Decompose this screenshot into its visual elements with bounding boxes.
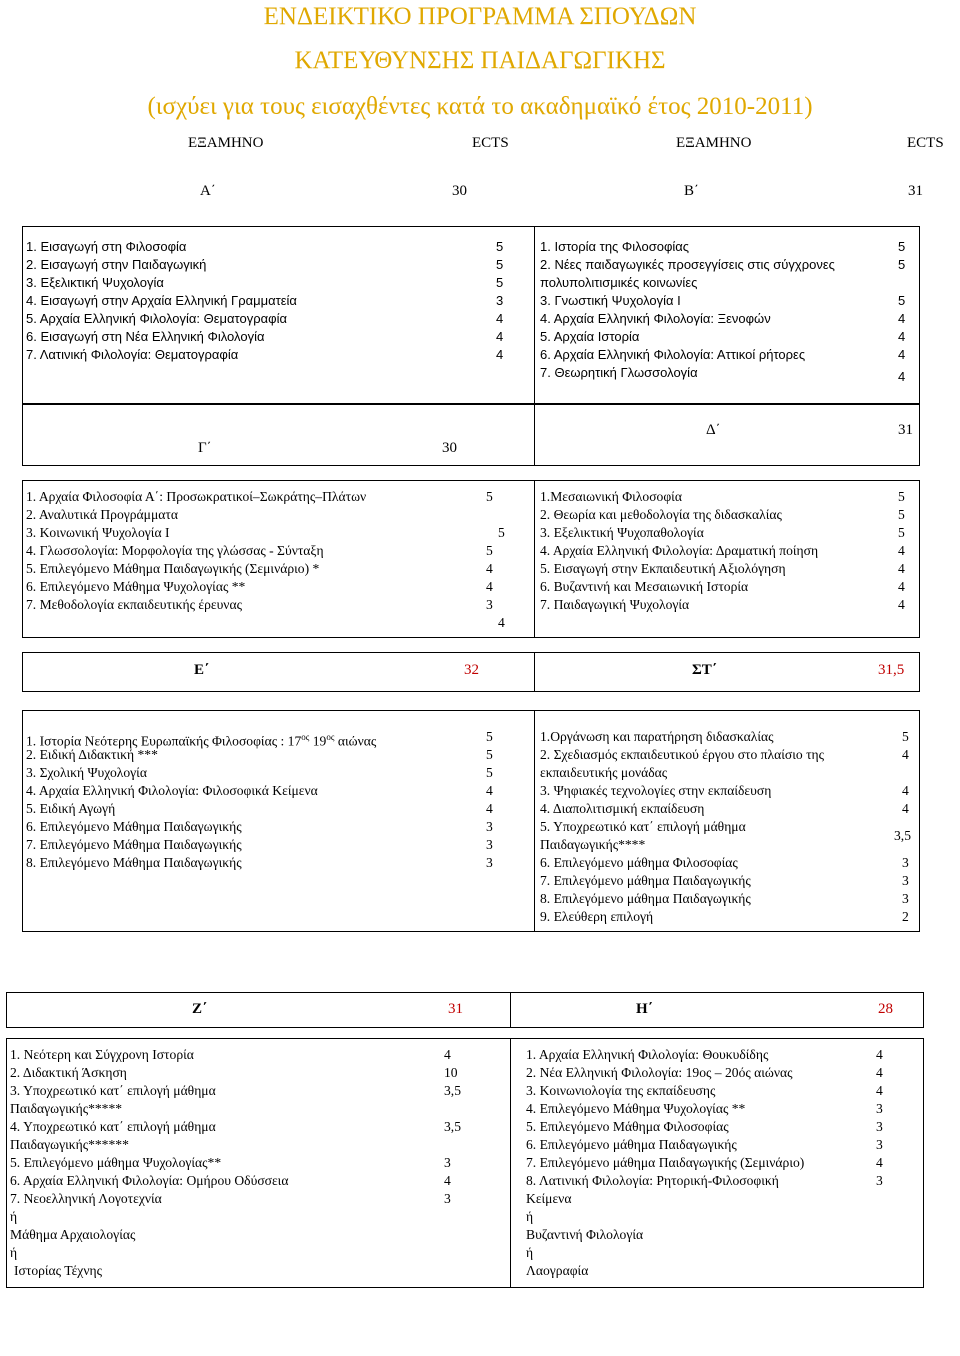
course: 1.Οργάνωση και παρατήρηση διδασκαλίας bbox=[540, 729, 774, 744]
course: Παιδαγωγικής***** bbox=[10, 1101, 123, 1116]
course-text: 19 bbox=[309, 733, 327, 749]
semester-d-courses bbox=[540, 488, 818, 614]
course: Λαογραφία bbox=[526, 1263, 589, 1278]
course: 6. Επιλεγόμενο μάθημα Φιλοσοφίας bbox=[540, 855, 738, 870]
ects-value: 4 bbox=[902, 783, 909, 798]
ects-value: 4 bbox=[902, 747, 909, 762]
course: 2. Σχεδιασμός εκπαιδευτικού έργου στο πλαίσιο της bbox=[540, 747, 825, 762]
semester-e-label: Ε΄ bbox=[194, 662, 209, 678]
semester-e-total: 32 bbox=[464, 662, 479, 678]
ects-value: 4 bbox=[444, 1173, 451, 1188]
ects-value: 4 bbox=[898, 579, 905, 594]
ects-value: 5 bbox=[898, 489, 905, 504]
course: 7. Επιλεγόμενο Μάθημα Παιδαγωγικής bbox=[26, 837, 242, 852]
superscript: ος bbox=[326, 732, 335, 742]
ects-value: 4 bbox=[496, 311, 504, 326]
ects-value: 3 bbox=[876, 1101, 883, 1116]
ects-value: 3 bbox=[486, 597, 493, 612]
ects-value: 3 bbox=[876, 1173, 883, 1188]
semester-b-total: 31 bbox=[908, 183, 923, 199]
semester-b-ects bbox=[898, 238, 905, 386]
ects-value: 4 bbox=[486, 561, 493, 576]
course: 8. Λατινική Φιλολογία: Ρητορική-Φιλοσοφική bbox=[526, 1173, 779, 1188]
semester-h-total: 28 bbox=[878, 1001, 893, 1017]
course: 7. Νεοελληνική Λογοτεχνία bbox=[10, 1191, 162, 1206]
header-semester-2: ΕΞΑΜΗΝΟ bbox=[676, 135, 752, 151]
course: 7. Παιδαγωγική Ψυχολογία bbox=[540, 597, 690, 612]
course: 6. Επιλεγόμενο μάθημα Παιδαγωγικής bbox=[526, 1137, 737, 1152]
course: 5. Ειδική Αγωγή bbox=[26, 801, 116, 816]
ects-value: 3 bbox=[486, 855, 493, 870]
course: ή bbox=[526, 1209, 534, 1224]
course: 4. Διαπολιτισμική εκπαίδευση bbox=[540, 801, 705, 816]
course: 5. Επιλεγόμενο Μάθημα Φιλοσοφίας bbox=[526, 1119, 729, 1134]
semester-f-total: 31,5 bbox=[878, 662, 905, 678]
semester-cd-divider bbox=[534, 480, 535, 638]
semester-c-label: Γ΄ bbox=[198, 440, 212, 456]
course: 8. Επιλεγόμενο Μάθημα Παιδαγωγικής bbox=[26, 855, 242, 870]
semester-e-ects bbox=[486, 728, 493, 872]
ects-value: 4 bbox=[876, 1047, 883, 1062]
course: 2. Εισαγωγή στην Παιδαγωγική bbox=[26, 257, 207, 272]
course: Βυζαντινή Φιλολογία bbox=[526, 1227, 644, 1242]
course: 2. Ειδική Διδακτική *** bbox=[26, 747, 158, 762]
title-line-1: ΕΝΔΕΙΚΤΙΚΟ ΠΡΟΓΡΑΜΜΑ ΣΠΟΥΔΩΝ bbox=[263, 3, 697, 30]
course: 1. Ιστορία της Φιλοσοφίας bbox=[540, 239, 690, 254]
course: 3. Ψηφιακές τεχνολογίες στην εκπαίδευση bbox=[540, 783, 772, 798]
ects-value bbox=[486, 506, 505, 524]
semester-a-ects bbox=[496, 238, 503, 364]
course: 1.Μεσαιωνική Φιλοσοφία bbox=[540, 489, 682, 504]
ects-value: 4 bbox=[444, 1047, 451, 1062]
title-line-2: ΚΑΤΕΥΘΥΝΣΗΣ ΠΑΙΔΑΓΩΓΙΚΗΣ bbox=[294, 47, 666, 74]
course-text: αιώνας bbox=[334, 733, 377, 749]
semester-d-label: Δ΄ bbox=[706, 422, 721, 438]
course: 2. Διδακτική Άσκηση bbox=[10, 1065, 127, 1080]
ects-value: 5 bbox=[498, 525, 505, 540]
ects-value: 3,5 bbox=[444, 1119, 461, 1134]
semester-c-ects bbox=[486, 488, 505, 632]
ects-value: 4 bbox=[486, 783, 493, 798]
semester-g-total: 31 bbox=[448, 1001, 463, 1017]
ects-value: 4 bbox=[898, 561, 905, 576]
semester-gh-header-divider bbox=[510, 992, 511, 1028]
ects-value: 5 bbox=[486, 747, 493, 762]
semester-h-ects bbox=[876, 1046, 883, 1190]
course: 7. Επιλεγόμενο μάθημα Παιδαγωγικής bbox=[540, 873, 751, 888]
course: 3. Γνωστική Ψυχολογία Ι bbox=[540, 293, 681, 308]
course: 5. Επιλεγόμενο μάθημα Ψυχολογίας** bbox=[10, 1155, 222, 1170]
semester-c-total: 30 bbox=[442, 440, 457, 456]
ects-value: 4 bbox=[898, 369, 906, 384]
course: 8. Επιλεγόμενο μάθημα Παιδαγωγικής bbox=[540, 891, 751, 906]
course: 3. Εξελικτική Ψυχοπαθολογία bbox=[540, 525, 704, 540]
course: 6. Επιλεγόμενο Μάθημα Παιδαγωγικής bbox=[26, 819, 242, 834]
ects-value: 4 bbox=[898, 329, 906, 344]
course: 6. Επιλεγόμενο Μάθημα Ψυχολογίας ** bbox=[26, 579, 246, 594]
course: 1. Αρχαία Φιλοσοφία Α΄: Προσωκρατικοί–Σωκράτης–Πλάτων bbox=[26, 489, 367, 504]
ects-value: 5 bbox=[486, 543, 493, 558]
course: 6. Βυζαντινή και Μεσαιωνική Ιστορία bbox=[540, 579, 749, 594]
ects-value: 10 bbox=[444, 1065, 458, 1080]
semester-f-ects bbox=[894, 728, 911, 926]
semester-gh-header-box bbox=[6, 992, 924, 1028]
semester-d-ects bbox=[898, 488, 905, 614]
ects-value: 5 bbox=[898, 239, 906, 254]
ects-value: 5 bbox=[898, 507, 905, 522]
ects-value: 2 bbox=[902, 909, 909, 924]
header-semester: ΕΞΑΜΗΝΟ bbox=[188, 135, 264, 151]
ects-value: 5 bbox=[486, 765, 493, 780]
ects-value: 3,5 bbox=[894, 828, 911, 843]
ects-value: 5 bbox=[496, 239, 504, 254]
ects-value bbox=[444, 1136, 461, 1154]
ects-value: 5 bbox=[486, 489, 493, 504]
semester-d-total: 31 bbox=[898, 422, 913, 438]
semester-f-courses bbox=[540, 728, 824, 926]
ects-value: 4 bbox=[876, 1065, 883, 1080]
course: 9. Ελεύθερη επιλογή bbox=[540, 909, 654, 924]
course: 1. Αρχαία Ελληνική Φιλολογία: Θουκυδίδης bbox=[526, 1047, 769, 1062]
semester-g-label: Ζ΄ bbox=[192, 1001, 207, 1017]
course: Κείμενα bbox=[526, 1191, 572, 1206]
semester-g-ects bbox=[444, 1046, 461, 1208]
course: 1. Εισαγωγή στη Φιλοσοφία bbox=[26, 239, 187, 254]
course: 1. Νεότερη και Σύγχρονη Ιστορία bbox=[10, 1047, 194, 1062]
ects-value bbox=[444, 1100, 461, 1118]
header-ects: ECTS bbox=[472, 135, 509, 151]
course: 3. Εξελικτική Ψυχολογία bbox=[26, 275, 164, 290]
course: 6. Αρχαία Ελληνική Φιλολογία: Ομήρου Οδύσσεια bbox=[10, 1173, 289, 1188]
semester-a-label: Α΄ bbox=[200, 183, 216, 199]
semester-cd-header-divider bbox=[534, 404, 535, 466]
ects-value: 5 bbox=[898, 257, 906, 272]
course: 2. Αναλυτικά Προγράμματα bbox=[26, 507, 178, 522]
course: 6. Εισαγωγή στη Νέα Ελληνική Φιλολογία bbox=[26, 329, 265, 344]
course: Παιδαγωγικής****** bbox=[10, 1137, 129, 1152]
course: 5. Υποχρεωτικό κατ΄ επιλογή μάθημα bbox=[540, 819, 746, 834]
ects-value: 4 bbox=[902, 801, 909, 816]
ects-value: 4 bbox=[898, 597, 905, 612]
semester-f-label: ΣΤ΄ bbox=[692, 662, 717, 678]
ects-value: 5 bbox=[496, 275, 504, 290]
ects-value: 4 bbox=[496, 329, 504, 344]
course: ή bbox=[10, 1209, 18, 1224]
ects-value: 4 bbox=[876, 1155, 883, 1170]
semester-b-label: Β΄ bbox=[684, 183, 699, 199]
course: 7. Μεθοδολογία εκπαιδευτικής έρευνας bbox=[26, 597, 242, 612]
course: 3. Σχολική Ψυχολογία bbox=[26, 765, 147, 780]
course: 4. Εισαγωγή στην Αρχαία Ελληνική Γραμματεία bbox=[26, 293, 297, 308]
semester-cd-header-box bbox=[22, 404, 920, 466]
ects-value: 3 bbox=[486, 837, 493, 852]
course: 5. Εισαγωγή στην Εκπαιδευτική Αξιολόγηση bbox=[540, 561, 786, 576]
course: πολυπολιτισμικές κοινωνίες bbox=[540, 275, 698, 290]
semester-a-courses bbox=[26, 238, 297, 364]
ects-value bbox=[898, 274, 905, 292]
semester-c-courses bbox=[26, 488, 366, 614]
ects-value: 4 bbox=[496, 347, 504, 362]
course: 5. Επιλεγόμενο Μάθημα Παιδαγωγικής (Σεμινάριο) * bbox=[26, 561, 320, 576]
semester-g-courses bbox=[10, 1046, 288, 1280]
ects-value: 5 bbox=[898, 293, 906, 308]
course: 5. Αρχαία Ελληνική Φιλολογία: Θεματογραφία bbox=[26, 311, 287, 326]
course: 4. Γλωσσολογία: Μορφολογία της γλώσσας - Σύνταξη bbox=[26, 543, 324, 558]
header-ects-2: ECTS bbox=[907, 135, 944, 151]
ects-value: 4 bbox=[486, 801, 493, 816]
course: ή bbox=[10, 1245, 18, 1260]
ects-value: 3 bbox=[486, 819, 493, 834]
ects-value: 5 bbox=[902, 729, 909, 744]
semester-b-courses bbox=[540, 238, 835, 382]
semester-ef-header-divider bbox=[534, 652, 535, 692]
ects-value: 4 bbox=[498, 615, 505, 630]
course: ή bbox=[526, 1245, 534, 1260]
semester-h-label: Η΄ bbox=[636, 1001, 653, 1017]
ects-value: 4 bbox=[898, 543, 905, 558]
ects-value: 3 bbox=[902, 891, 909, 906]
ects-value: 4 bbox=[898, 311, 906, 326]
course: 2. Θεωρία και μεθοδολογία της διδασκαλίας bbox=[540, 507, 782, 522]
ects-value: 3 bbox=[902, 873, 909, 888]
ects-value: 4 bbox=[876, 1083, 883, 1098]
semester-ef-divider bbox=[534, 710, 535, 932]
ects-value: 5 bbox=[898, 525, 905, 540]
ects-value bbox=[902, 764, 911, 782]
ects-value: 5 bbox=[486, 729, 493, 744]
course: 4. Αρχαία Ελληνική Φιλολογία: Ξενοφών bbox=[540, 311, 771, 326]
course: 7. Επιλεγόμενο μάθημα Παιδαγωγικής (Σεμινάριο) bbox=[526, 1155, 805, 1170]
course: 2. Νέα Ελληνική Φιλολογία: 19ος – 20ός αιώνας bbox=[526, 1065, 793, 1080]
ects-value: 3 bbox=[444, 1155, 451, 1170]
ects-value: 4 bbox=[898, 347, 906, 362]
course: 7. Θεωρητική Γλωσσολογία bbox=[540, 365, 698, 380]
ects-value: 3 bbox=[902, 855, 909, 870]
ects-value: 3,5 bbox=[444, 1083, 461, 1098]
course: 4. Επιλεγόμενο Μάθημα Ψυχολογίας ** bbox=[526, 1101, 746, 1116]
course: 7. Λατινική Φιλολογία: Θεματογραφία bbox=[26, 347, 239, 362]
course bbox=[26, 728, 377, 749]
course: 2. Νέες παιδαγωγικές προσεγγίσεις στις σύγχρονες bbox=[540, 257, 835, 272]
ects-value: 3 bbox=[876, 1119, 883, 1134]
course: 4. Αρχαία Ελληνική Φιλολογία: Δραματική ποίηση bbox=[540, 543, 819, 558]
course: 4. Υποχρεωτικό κατ΄ επιλογή μάθημα bbox=[10, 1119, 216, 1134]
semester-a-total: 30 bbox=[452, 183, 467, 199]
ects-value: 3 bbox=[496, 293, 504, 308]
course: Μάθημα Αρχαιολογίας bbox=[10, 1227, 136, 1242]
course-text: 1. Ιστορία Νεότερης Ευρωπαϊκής Φιλοσοφίας : 17 bbox=[26, 733, 302, 749]
course: εκπαιδευτικής μονάδας bbox=[540, 765, 668, 780]
ects-value: 5 bbox=[496, 257, 504, 272]
semester-h-courses bbox=[526, 1046, 804, 1280]
course: 4. Αρχαία Ελληνική Φιλολογία: Φιλοσοφικά Κείμενα bbox=[26, 783, 318, 798]
ects-value: 3 bbox=[876, 1137, 883, 1152]
semester-gh-divider bbox=[510, 1038, 511, 1288]
semester-ab-divider bbox=[534, 226, 535, 404]
course: 5. Αρχαία Ιστορία bbox=[540, 329, 640, 344]
semester-e-courses bbox=[26, 728, 376, 872]
course: 3. Κοινωνική Ψυχολογία Ι bbox=[26, 525, 170, 540]
course: 3. Κοινωνιολογία της εκπαίδευσης bbox=[526, 1083, 716, 1098]
course: 3. Υποχρεωτικό κατ΄ επιλογή μάθημα bbox=[10, 1083, 216, 1098]
course: Παιδαγωγικής**** bbox=[540, 837, 646, 852]
course: 6. Αρχαία Ελληνική Φιλολογία: Αττικοί ρήτορες bbox=[540, 347, 806, 362]
course: Ιστορίας Τέχνης bbox=[14, 1263, 102, 1278]
ects-value: 3 bbox=[444, 1191, 451, 1206]
ects-value: 4 bbox=[486, 579, 493, 594]
superscript: ος bbox=[301, 732, 310, 742]
title-line-3: (ισχύει για τους εισαχθέντες κατά το ακαδημαϊκό έτος 2010-2011) bbox=[147, 93, 813, 120]
